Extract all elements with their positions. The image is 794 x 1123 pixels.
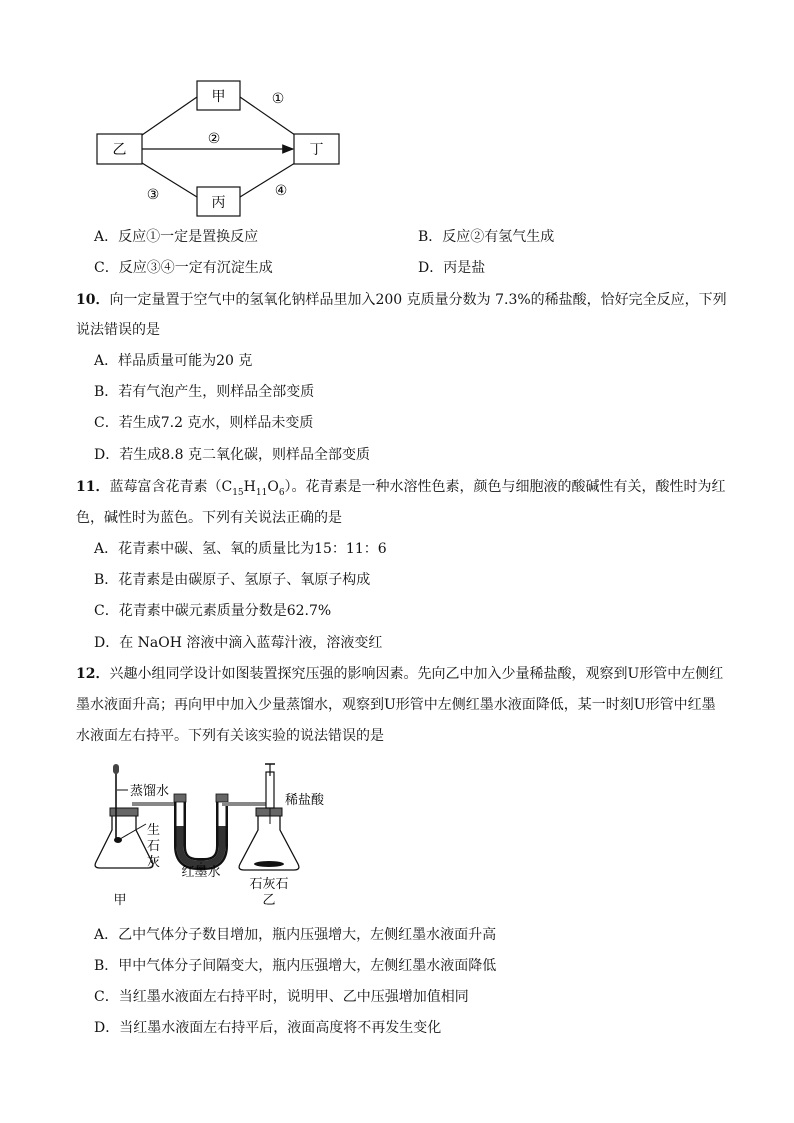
q10-option-b: B．若有气泡产生，则样品全部变质 — [94, 384, 315, 400]
box-jia-label: 甲 — [211, 89, 226, 105]
q10-option-d: D．若生成8.8 克二氧化碳，则样品全部变质 — [94, 447, 370, 463]
q12-option-d: D．当红墨水液面左右持平后，液面高度将不再发生变化 — [94, 1020, 442, 1036]
q10-stem-line1: 向一定量置于空气中的氢氧化钠样品里加入200 克质量分数为 7.3%的稀盐酸，恰好完全反应，下列 — [109, 292, 727, 308]
reaction-2-label: ② — [207, 131, 221, 147]
q12-option-a: A．乙中气体分子数目增加，瓶内压强增大，左侧红墨水液面升高 — [94, 927, 497, 943]
u-tube-stopper-right — [216, 794, 228, 802]
q12-stem — [76, 664, 723, 684]
stopper-yi — [256, 808, 282, 816]
q9-option-a: A．反应①一定是置换反应 — [94, 229, 259, 245]
syringe-barrel — [266, 772, 274, 808]
q11-stem-post: ）。花青素是一种水溶性色素，颜色与细胞液的酸碱性有关，酸性时为红 — [284, 479, 726, 495]
limestone-label: 石灰石 — [249, 877, 289, 892]
reaction-diagram — [90, 75, 350, 220]
connector-lines — [142, 97, 295, 197]
q12-option-b: B．甲中气体分子间隔变大，瓶内压强增大，左侧红墨水液面降低 — [94, 958, 497, 974]
q11-stem-line2: 色，碱性时为蓝色。下列有关说法正确的是 — [76, 510, 342, 526]
quicklime-label-3: 灰 — [147, 855, 161, 870]
q12-number: 12． — [76, 666, 110, 682]
box-ding-label: 丁 — [309, 142, 324, 158]
quicklime-label-1: 生 — [147, 823, 161, 838]
box-bing-label: 丙 — [211, 195, 226, 211]
dropper-bulb — [113, 764, 119, 774]
q9-option-d: D．丙是盐 — [418, 260, 486, 276]
q11-option-a: A．花青素中碳、氢、氧的质量比为15：11：6 — [94, 541, 387, 557]
dilute-hcl-label: 稀盐酸 — [285, 793, 325, 808]
q11-number: 11． — [76, 479, 110, 495]
q12-stem-line1: 兴趣小组同学设计如图装置探究压强的影响因素。先向乙中加入少量稀盐酸，观察到U形管中左侧红 — [109, 666, 724, 682]
q11-stem-pre: 蓝莓富含花青素（ — [109, 479, 222, 495]
q10-number: 10． — [76, 292, 110, 308]
q11-stem — [76, 477, 726, 503]
pressure-apparatus-diagram — [90, 760, 340, 915]
limestone-solid — [254, 861, 284, 867]
q10-stem — [76, 290, 727, 310]
q12-stem-line3: 水液面左右持平。下列有关该实验的说法错误的是 — [76, 728, 384, 744]
q11-formula: $C_{15}H_{11}O_6$ — [221, 479, 285, 498]
flask-jia-label: 甲 — [113, 893, 127, 908]
reaction-3-label: ③ — [146, 187, 160, 203]
q11-option-d: D．在 NaOH 溶液中滴入蓝莓汁液，溶液变红 — [94, 635, 383, 651]
q10-stem-line2: 说法错误的是 — [76, 322, 160, 338]
flask-yi-label: 乙 — [262, 893, 276, 908]
q12-option-c: C．当红墨水液面左右持平时，说明甲、乙中压强增加值相同 — [94, 989, 469, 1005]
stopper-jia — [110, 808, 138, 816]
q12-stem-line2: 墨水液面升高；再向甲中加入少量蒸馏水，观察到U形管中左侧红墨水液面降低，某一时刻U形管中红墨 — [76, 697, 716, 713]
u-tube-stopper-left — [174, 794, 186, 802]
box-yi-label: 乙 — [112, 142, 127, 158]
q11-option-c: C．花青素中碳元素质量分数是62.7% — [94, 603, 332, 619]
q11-option-b: B．花青素是由碳原子、氢原子、氧原子构成 — [94, 572, 371, 588]
red-ink-label: 红墨水 — [181, 865, 221, 880]
q9-option-c: C．反应③④一定有沉淀生成 — [94, 260, 273, 276]
q10-option-c: C．若生成7.2 克水，则样品未变质 — [94, 415, 314, 431]
flask-jia — [95, 815, 153, 868]
q9-option-b: B．反应②有氢气生成 — [418, 229, 555, 245]
reaction-4-label: ④ — [274, 183, 288, 199]
q10-option-a: A．样品质量可能为20 克 — [94, 353, 253, 369]
quicklime-solid — [114, 837, 122, 843]
u-tube-glass — [180, 800, 222, 864]
distilled-water-label: 蒸馏水 — [130, 784, 170, 799]
reaction-1-label: ① — [271, 91, 285, 107]
quicklime-label-2: 石 — [147, 839, 161, 854]
